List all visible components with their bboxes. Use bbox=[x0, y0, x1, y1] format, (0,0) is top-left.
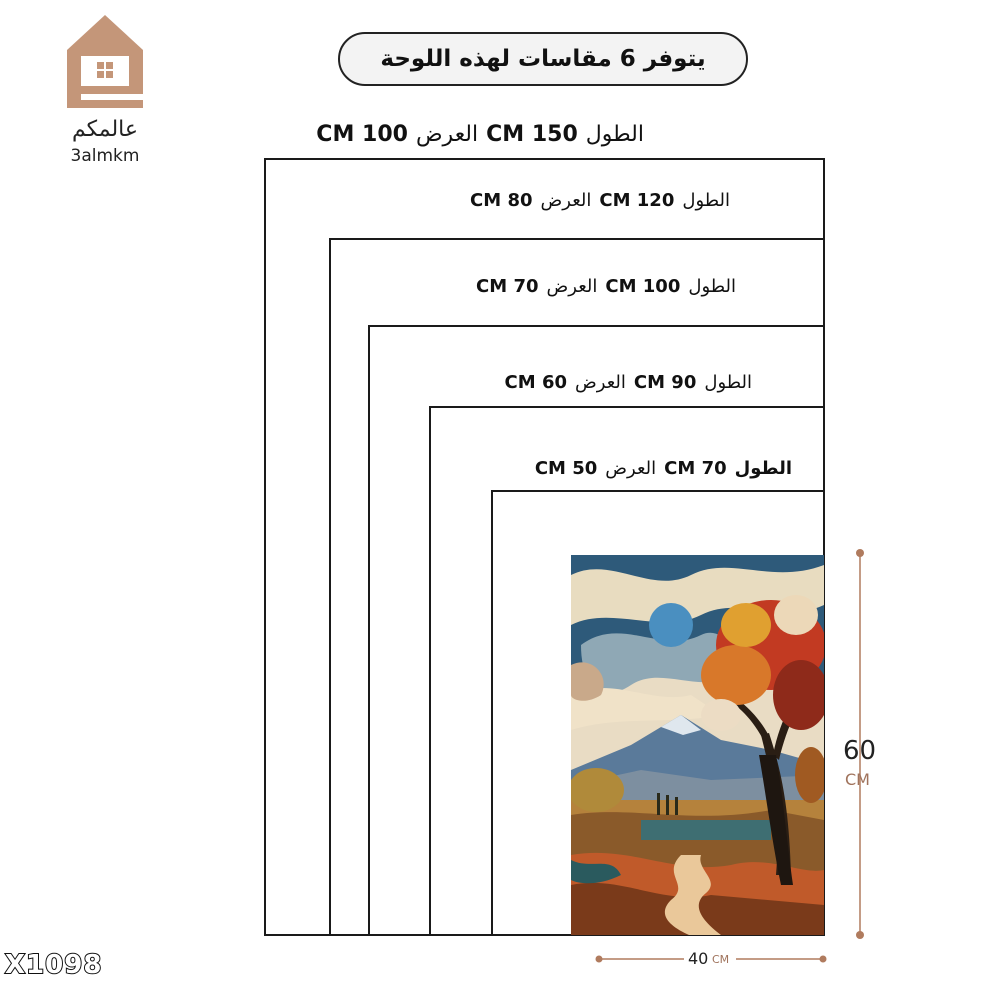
product-code: X1098 bbox=[5, 950, 103, 980]
width-dimension-line bbox=[594, 952, 828, 966]
brand-name-arabic: عالمكم bbox=[71, 117, 139, 142]
size-label-70x50: الطول70 CMالعرض50 CM bbox=[534, 458, 792, 479]
size-label-150x100: الطول150 CMالعرض100 CM bbox=[316, 122, 644, 147]
artwork-landscape-image bbox=[571, 555, 824, 935]
size-label-90x60: الطول90 CMالعرض60 CM bbox=[504, 372, 752, 393]
width-unit: CM bbox=[712, 953, 730, 966]
height-unit: CM bbox=[845, 770, 870, 789]
size-label-100x70: الطول100 CMالعرض70 CM bbox=[476, 276, 736, 297]
brand-name-latin: 3almkm bbox=[70, 146, 140, 166]
size-label-120x80: الطول120 CMالعرض80 CM bbox=[470, 190, 730, 211]
sizes-available-banner: يتوفر 6 مقاسات لهذه اللوحة bbox=[338, 32, 748, 86]
height-value: 60 bbox=[843, 736, 877, 766]
width-value: 40 bbox=[688, 949, 709, 968]
house-logo-icon bbox=[55, 12, 155, 112]
